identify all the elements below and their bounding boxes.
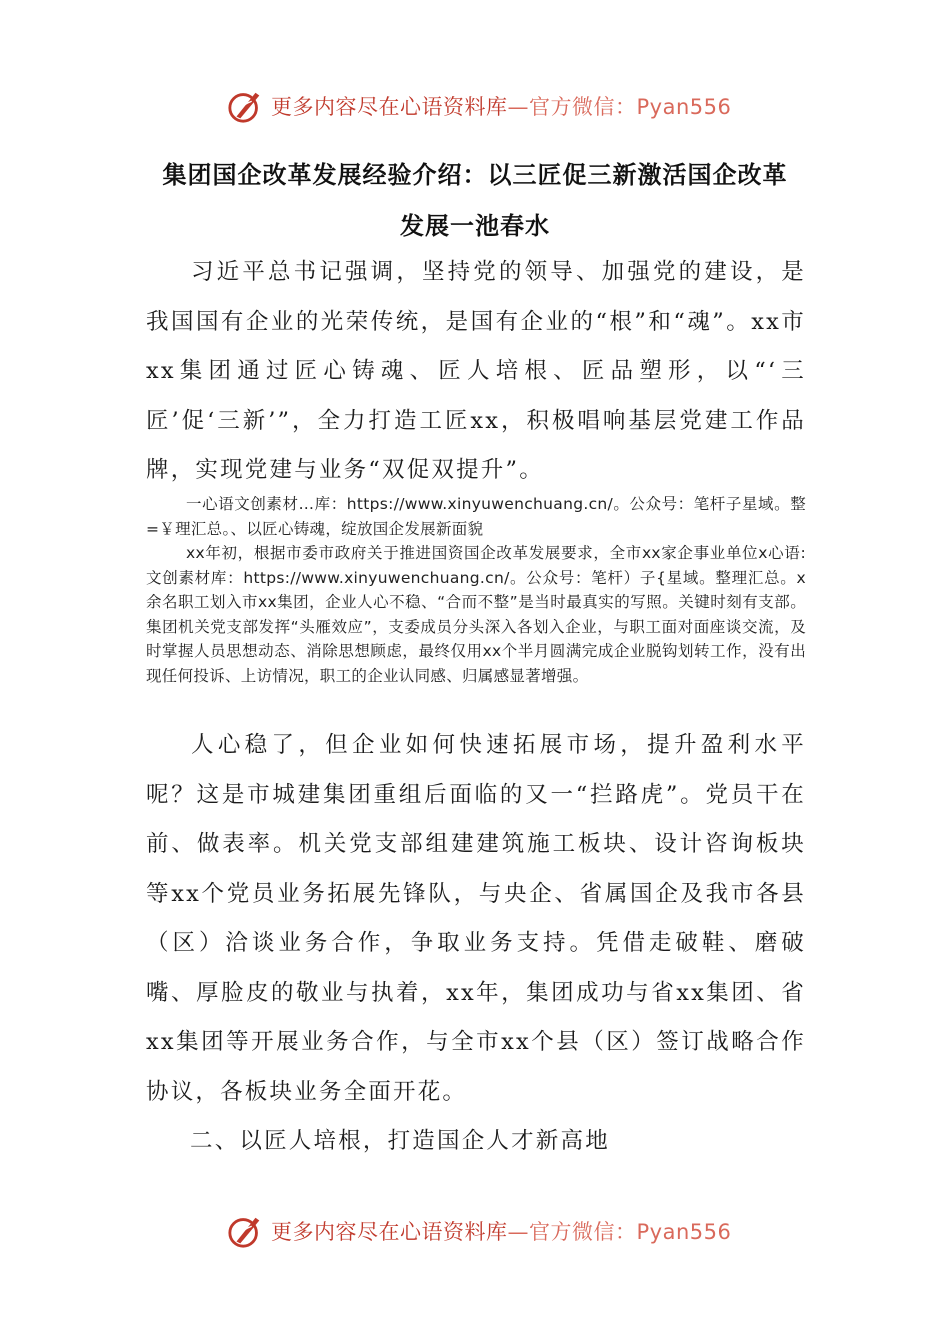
paragraph-section-one-body: xx年初，根据市委市政府关于推进国资国企改革发展要求，全市xx家企事业单位x心语:文创素材库：https://www.xinyuwenchuang.cn/。公众号：笔杆）子{星域。整理汇总。x余名职工划入市xx集团，企业人心不稳、“合而不整”是当时最真实的写照。关键时刻有支部。集团机关党支部发挥“头雁效应”，支委成员分头深入各划入企业，与职工面对面座谈交流，及时掌握人员思想动态、消除思想顾虑，最终仅用xx个半月圆满完成企业脱钩划转工作，没有出现任何投诉、上访情况，职工的企业认同感、归属感显著增强。 (146, 544, 806, 685)
document-title-line1: 集团国企改革发展经验介绍：以三匠促三新激活国企改革 (162, 161, 788, 189)
paragraph-intro: 习近平总书记强调，坚持党的领导、加强党的建设，是我国国有企业的光荣传统，是国有企业的“根”和“魂”。xx市xx集团通过匠心铸魂、匠人培根、匠品塑形，以“‘三匠’促‘三新’”，全力打造工匠xx，积极唱响基层党建工作品牌，实现党建与业务“双促双提升”。 (146, 259, 806, 483)
paragraph-section-two-heading: 二、以匠人培根，打造国企人才新高地 (190, 1128, 610, 1154)
document-title-line2: 发展一池春水 (400, 212, 550, 240)
paragraph-market-expansion: 人心稳了，但企业如何快速拓展市场，提升盈利水平呢？这是市城建集团重组后面临的又一“拦路虎”。党员干在前、做表率。机关党支部组建建筑施工板块、设计咨询板块等xx个党员业务拓展先锋队，与央企、省属国企及我市各县（区）洽谈业务合作，争取业务支持。凭借走破鞋、磨破嘴、厚脸皮的敬业与执着，xx年，集团成功与省xx集团、省xx集团等开展业务合作，与全市xx个县（区）签订战略合作协议，各板块业务全面开花。 (146, 732, 806, 1105)
quill-logo-icon (227, 87, 265, 125)
header-banner-text (271, 91, 731, 121)
footer-banner-tail: —官方微信：Pyan556 (507, 1220, 732, 1244)
footer-banner-text (271, 1216, 731, 1246)
footer-banner (0, 1207, 950, 1255)
header-banner-main: 更多内容尽在心语资料库 (271, 95, 508, 119)
header-banner-tail: —官方微信：Pyan556 (507, 95, 732, 119)
header-banner (0, 82, 950, 130)
paragraph-section-one-heading: 一心语文创素材…库：https://www.xinyuwenchuang.cn/。公众号：笔杆子星域。整=￥理汇总。、以匠心铸魂，绽放国企发展新面貌 (146, 495, 806, 538)
footer-banner-main: 更多内容尽在心语资料库 (271, 1220, 508, 1244)
quill-logo-icon (227, 1212, 265, 1250)
